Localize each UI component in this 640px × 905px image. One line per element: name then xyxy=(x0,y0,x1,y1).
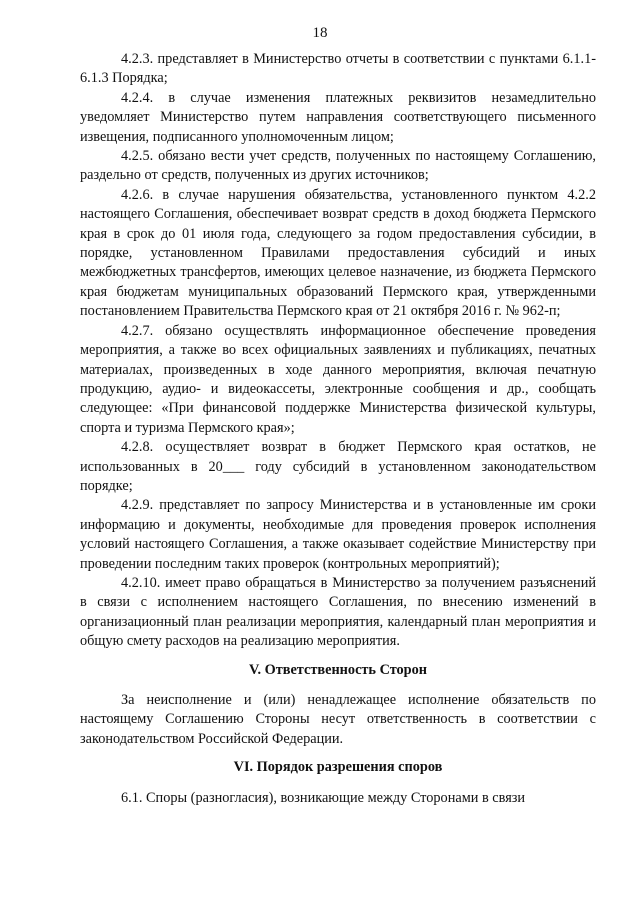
spacer xyxy=(80,680,596,691)
paragraph-4-2-5: 4.2.5. обязано вести учет средств, полученных по настоящему Соглашению, раздельно от средств, полученных из других источников; xyxy=(80,148,596,184)
section-6-paragraph: 6.1. Споры (разногласия), возникающие между Сторонами в связи xyxy=(121,789,526,806)
spacer xyxy=(80,652,596,661)
paragraph-4-2-10: 4.2.10. имеет право обращаться в Министерство за получением разъяснений в связи с исполнением настоящего Соглашения, по внесению изменений в организационный план реализации мероприятия, календарный план мероприятия и общую смету расходов на реализацию мероприятия. xyxy=(80,574,596,650)
paragraph-4-2-8: 4.2.8. осуществляет возврат в бюджет Пермского края остатков, не использованных в 20___ году субсидий в установленном законодательством порядке; xyxy=(80,439,596,494)
page-content xyxy=(80,50,596,808)
paragraph-4-2-3: 4.2.3. представляет в Министерство отчеты в соответствии с пунктами 6.1.1-6.1.3 Порядка; xyxy=(80,51,596,87)
page-number: 18 xyxy=(312,25,328,41)
spacer xyxy=(80,778,596,789)
paragraph-4-2-4: 4.2.4. в случае изменения платежных реквизитов незамедлительно уведомляет Министерство путем направления соответствующего письменного извещения, подписанного уполномоченным лицом; xyxy=(80,89,596,145)
section-5-paragraph: За неисполнение и (или) ненадлежащее исполнение обязательств по настоящему Соглашению Стороны несут ответственность в соответствии с законодательством Российской Федерации. xyxy=(80,692,596,747)
section-6-heading: VI. Порядок разрешения споров xyxy=(233,759,443,776)
spacer xyxy=(80,749,596,758)
paragraph-4-2-7: 4.2.7. обязано осуществлять информационное обеспечение проведения мероприятия, а также во всех официальных заявлениях и публикациях, печатных материалах, произведенных в ходе данного мероприятия, включая печатную продукцию, аудио- и видеокассеты, электронные сообщения и др., сообщать следующее: «При финансовой поддержке Министерства физической культуры, спорта и туризма Пермского края»; xyxy=(80,322,596,436)
paragraph-4-2-9: 4.2.9. представляет по запросу Министерства и в установленные им сроки информацию и документы, необходимые для проведения проверок исполнения условий настоящего Соглашения, а также оказывает содействие Министерству при проведении последним таких проверок (контрольных мероприятий); xyxy=(80,497,596,572)
paragraph-4-2-6: 4.2.6. в случае нарушения обязательства, установленного пунктом 4.2.2 настоящего Соглашения, обеспечивает возврат средств в доход бюджета Пермского края в срок до 01 июля года, следующего за годом предоставления субсидии, в порядке, установленном Правилами предоставления субсидий и иных межбюджетных трансфертов, имеющих целевое назначение, из бюджета Пермского края бюджетам муниципальных образований Пермского края, утвержденными постановлением Правительства Пермского края от 21 октября 2016 г. № 962-п; xyxy=(80,186,596,320)
section-5-heading: V. Ответственность Сторон xyxy=(248,661,428,678)
